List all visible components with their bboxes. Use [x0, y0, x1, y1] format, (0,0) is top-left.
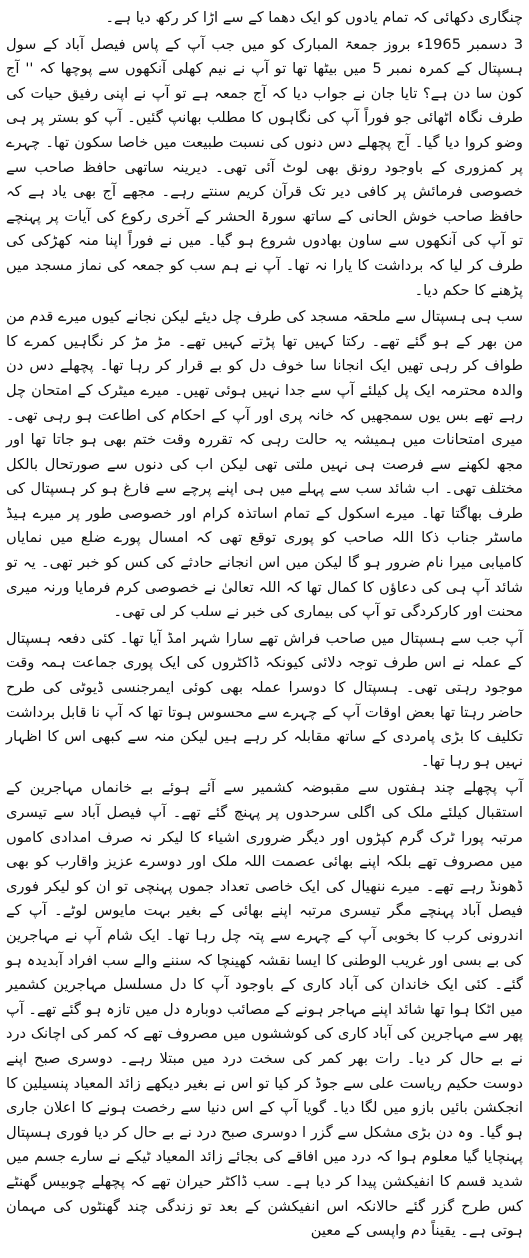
paragraph-hospital-friday: 3 دسمبر 1965ء بروز جمعۃ المبارک کو میں جب آپ کے پاس فیصل آباد کے سول ہسپتال کے کمرہ نمبر 5 میں بیٹھا تھا تو آپ نے نیم کھلی آنکھوں سے پوچھا کہ '' آج کون سا دن ہے؟ تایا جان نے جواب دیا کہ آج جمعہ ہے تو آپ نے اپنی رفیق حیات کی طرف نگاہ اٹھائی جو فوراً آپ کی نگاہوں کا مطلب بھانپ گئیں۔ آپ کو بستر پر ہی وضو کروا دیا گیا۔ آج پچھلے دس دنوں کی نسبت طبیعت میں خاصا سکون تھا۔ چہرے پر کمزوری کے باوجود رونق بھی لوٹ آئی تھی۔ دیرینہ ساتھی حافظ صاحب سے خصوصی فرمائش پر کافی دیر تک قرآن کریم سنتے رہے۔ مجھے آج بھی یاد ہے کہ حافظ صاحب خوش الحانی کے ساتھ سورۃ الحشر کے آخری رکوع کی آیات پر پہنچے تو آپ کی آنکھوں سے ساون بھادوں شروع ہو گیا۔ میں نے فوراً اپنا منہ کھڑکی کی طرف کر لیا کہ برداشت کا یارا نہ تھا۔ آپ نے ہم سب کو جمعہ کی نماز مسجد میں پڑھنے کا حکم دیا۔: [6, 35, 523, 299]
paragraph-kashmir-refugees: آپ پچھلے چند ہفتوں سے مقبوضہ کشمیر سے آئے ہوئے بے خانماں مہاجرین کے استقبال کیلئے ملک کی اگلی سرحدوں پر پہنچ گئے تھے۔ آپ فیصل آباد سے تیسری مرتبہ پورا ٹرک گرم کپڑوں اور دیگر ضروری اشیاء کا لیکر نہ صرف امدادی کاموں میں مصروف تھے بلکہ اپنے بھائی عصمت اللہ ملک اور دوسرے عزیز واقارب کو بھی ڈھونڈ رہے تھے۔ میرے ننھیال کی ایک خاصی تعداد جموں پہنچی تو ان کو لیکر فوری فیصل آباد پہنچے مگر تیسری مرتبہ اپنے بھائی کے بغیر بہت مایوس لوٹے۔ آپ کے اندرونی کرب کا بخوبی آپ کے چہرے سے پتہ چل رہا تھا۔ ایک شام آپ نے مہاجرین کی بے بسی اور غریب الوطنی کا ایسا نقشہ کھینچا کہ سننے والے سب افراد آبدیدہ ہو گئے۔ کئی ایک خاندان کی آباد کاری کے باوجود آپ کا دل مسلسل مہاجرین کشمیر میں اٹکا ہوا تھا شائد اپنے مہاجر ہونے کے مصائب دوبارہ دل میں تازہ ہو گئے تھے۔ آپ پھر سے مہاجرین کی آباد کاری کی کوششوں میں مصروف تھے کہ کمر کی اچانک درد نے بے حال کر دیا۔ رات بھر کمر کی سخت درد میں مبتلا رہے۔ دوسری صبح اپنے دوست حکیم ریاست علی سے جوڈ کر کیا تو اس نے بغیر دیکھے زائد المعیاد پنسیلین کا انجکشن بائیں بازو میں لگا دیا۔ گویا آپ کے اس دنیا سے رخصت ہونے کا اعلان جاری ہو گیا۔ وہ دن بڑی مشکل سے گزر ا دوسری صبح درد نے بے حال کر دیا فوری ہسپتال پہنچایا گیا معلوم ہوا کہ درد میں افاقے کی بجائے زائد المعیاد ٹیکے نے سارے جسم میں شدید قسم کا انفیکشن پیدا کر دیا ہے۔ سب ڈاکٹر حیران تھے کہ پچھلے چوبیس گھنٹے کس طرح گزر گئے حالانکہ اس انفیکشن کے بعد تو زندگی چند گھنٹوں کی مہمان ہوتی ہے۔ یقیناً دم واپسی کے معین: [6, 779, 523, 1240]
paragraph-opening-line: چنگاری دکھائی کہ تمام یادوں کو ایک دھما کے سے اڑا کر رکھ دیا ہے۔: [105, 9, 523, 26]
paragraph-mosque-exams: سب ہی ہسپتال سے ملحقہ مسجد کی طرف چل دیئے لیکن نجانے کیوں میرے قدم من من بھر کے ہو گئے تھے۔ رکتا کہیں تھا پڑتے کہیں تھے۔ مڑ مڑ کر نگاہیں کمرے کا طواف کر رہی تھیں ایک انجانا سا خوف دل کو بے قرار کر رہا تھا۔ پچھلے دس دن والدہ محترمہ ایک پل کیلئے آپ سے جدا نہیں ہوئی تھیں۔ میرے میٹرک کے امتحان چل رہے تھے بس یوں سمجھیں کہ خانہ پری اور آپ کے احکام کی اطاعت ہو رہی تھی۔ میری امتحانات میں ہمیشہ یہ حالت رہی کہ تقررہ وقت ختم بھی ہو جاتا تھا اور مجھ لکھنے سے فرصت ہی نہیں ملتی تھی لیکن اب کی دنوں سے صورتحال بالکل مختلف تھی۔ اب شائد سب سے پہلے میں ہی اپنے پرچے سے فارغ ہو کر ہسپتال کی طرف بھاگتا تھا۔ میرے اسکول کے تمام اساتذہ کرام اور خصوصی طور پر میرے ہیڈ ماسٹر جناب ذکا اللہ صاحب کو پوری توقع تھی کہ امسال پورے ضلع میں نمایاں کامیابی میرا نام ضرور ہو گا لیکن میں اس انجانے حادثے کی کس کو خبر تھی۔ یہ تو شائد آپ ہی کی دعاؤں کا کمال تھا کہ اللہ تعالیٰ نے خصوصی کرم فرمایا ورنہ میری محنت اور کارکردگی تو آپ کی بیماری کی خبر نے سلب کر لی تھی۔: [6, 308, 523, 621]
paragraph-hospital-visitors: آپ جب سے ہسپتال میں صاحب فراش تھے سارا شہر امڈ آیا تھا۔ کئی دفعہ ہسپتال کے عملہ نے اس طرف توجہ دلائی کیونکہ ڈاکٹروں کی ایک پوری جماعت ہمہ وقت موجود رہتی تھی۔ ہسپتال کا دوسرا عملہ بھی کوئی ایمرجنسی ڈیوٹی کی طرح حاضر رہتا تھا بعض اوقات آپ کے چہرے سے محسوس ہوتا تھا کہ آپ نا قابل برداشت تکلیف کا بڑی پامردی کے ساتھ مقابلہ کر رہے ہیں لیکن منہ سے کبھی اس کا اظہار نہیں ہو رہا تھا۔: [6, 629, 523, 770]
